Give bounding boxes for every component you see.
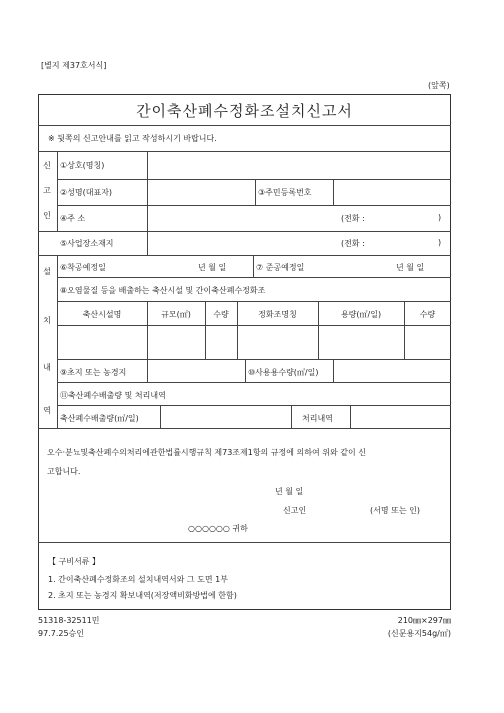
- rule: [57, 325, 451, 326]
- col-header-tank-name: 정화조명칭: [258, 310, 297, 319]
- rule: [160, 405, 161, 428]
- site-phone-close: ): [438, 238, 442, 247]
- form-code: 51318-32511민: [38, 616, 100, 625]
- rule: [38, 255, 451, 256]
- completion-date-label: ⑦ 준공예정일: [256, 263, 305, 272]
- site-location-label: ⑤사업장소재지: [60, 239, 114, 248]
- col-header-quantity: 수량: [213, 310, 229, 319]
- rule: [38, 231, 451, 232]
- install-section-char: 설: [43, 267, 51, 276]
- start-date-value[interactable]: 년 월 일: [198, 263, 227, 272]
- discharge-title: ⑪축산폐수배출량 및 처리내역: [60, 391, 166, 400]
- resident-number-label: ③주민등록번호: [258, 188, 312, 197]
- rule: [57, 151, 58, 231]
- representative-field[interactable]: [150, 181, 252, 203]
- water-usage-field[interactable]: [336, 361, 448, 380]
- resident-number-field[interactable]: [336, 181, 448, 203]
- signature-note: (서명 또는 인): [370, 506, 420, 515]
- rule: [255, 179, 256, 205]
- declaration-text-cont: 고합니다.: [47, 467, 81, 476]
- install-section-char: 치: [43, 316, 51, 325]
- farmland-label: ⑨초지 또는 농경지: [60, 368, 127, 377]
- rule: [57, 405, 451, 406]
- rule: [57, 205, 451, 206]
- address-phone-label: (전화 :: [341, 214, 365, 223]
- rule: [57, 301, 451, 302]
- notice-text: ※ 뒷쪽의 신고안내를 읽고 작성하시기 바랍니다.: [48, 134, 217, 143]
- representative-label: ②성명(대표자): [60, 188, 113, 197]
- form-title: 간이축산폐수정화조설치신고서: [136, 102, 353, 120]
- applicant-section-char: 고: [43, 186, 51, 195]
- facility-data-row[interactable]: [58, 327, 450, 357]
- declaration-text: 오수·분뇨및축산폐수의처리에관한법률시행규칙 제73조제1항의 규정에 의하여 위와 같이 신: [47, 448, 367, 457]
- document-item: 1. 간이축산폐수정화조의 설치내역서와 그 도면 1부: [48, 575, 228, 584]
- paper-size: 210㎜×297㎜: [397, 616, 451, 625]
- address-label: ④주 소: [60, 214, 86, 223]
- rule: [57, 277, 451, 278]
- completion-date-value[interactable]: 년 월 일: [396, 263, 425, 272]
- col-header-facility-name: 축산시설명: [82, 310, 122, 319]
- business-name-label: ①상호(명칭): [60, 161, 105, 170]
- water-usage-label: ⑩사용용수량(㎥/일): [248, 368, 319, 377]
- declaration-date: 년 월 일: [275, 487, 304, 496]
- paper-type: (신문용지54g/㎡): [387, 629, 451, 638]
- col-header-capacity: 용량(㎥/일): [340, 310, 382, 319]
- start-date-label: ⑥착공예정일: [60, 263, 106, 272]
- address-field[interactable]: [150, 207, 330, 229]
- rule: [38, 428, 451, 429]
- signer-label: 신고인: [283, 506, 307, 515]
- address-phone-close: ): [438, 213, 442, 222]
- rule: [245, 359, 246, 382]
- site-phone-label: (전화 :: [341, 239, 365, 248]
- rule: [333, 179, 334, 205]
- treatment-label: 처리내역: [302, 414, 333, 423]
- farmland-field[interactable]: [150, 361, 243, 380]
- applicant-section-char: 신: [43, 161, 51, 170]
- form-number: [별지 제37호서식]: [41, 61, 107, 70]
- rule: [291, 405, 292, 428]
- document-item: 2. 초지 또는 농경지 확보내역(저장액비화방법에 한함): [48, 591, 237, 600]
- approval-date: 97.7.25승인: [38, 629, 84, 638]
- rule: [57, 179, 451, 180]
- business-name-field[interactable]: [150, 153, 448, 177]
- rule: [147, 359, 148, 382]
- rule: [350, 405, 351, 428]
- col-header-tank-quantity: 수량: [419, 310, 436, 319]
- applicant-section-char: 인: [43, 211, 51, 220]
- rule: [38, 542, 451, 543]
- site-location-field[interactable]: [150, 233, 330, 253]
- discharge-amount-label: 축산폐수배출량(㎥/일): [60, 414, 139, 423]
- facility-title: ⑧오염물질 등을 배출하는 축산시설 및 간이축산폐수정화조: [60, 286, 266, 295]
- rule: [38, 151, 451, 152]
- rule: [38, 125, 451, 126]
- install-section-char: 내: [43, 363, 51, 372]
- rule: [253, 255, 254, 277]
- recipient: ○○○○○○ 귀하: [188, 524, 248, 533]
- rule: [147, 151, 148, 255]
- col-header-scale: 규모(㎡): [161, 310, 191, 319]
- install-section-char: 역: [43, 406, 51, 415]
- rule: [333, 359, 334, 382]
- documents-title: 【 구비서류 】: [48, 557, 100, 566]
- rule: [57, 359, 451, 360]
- rule: [57, 382, 451, 383]
- front-page-label: (앞쪽): [428, 81, 450, 90]
